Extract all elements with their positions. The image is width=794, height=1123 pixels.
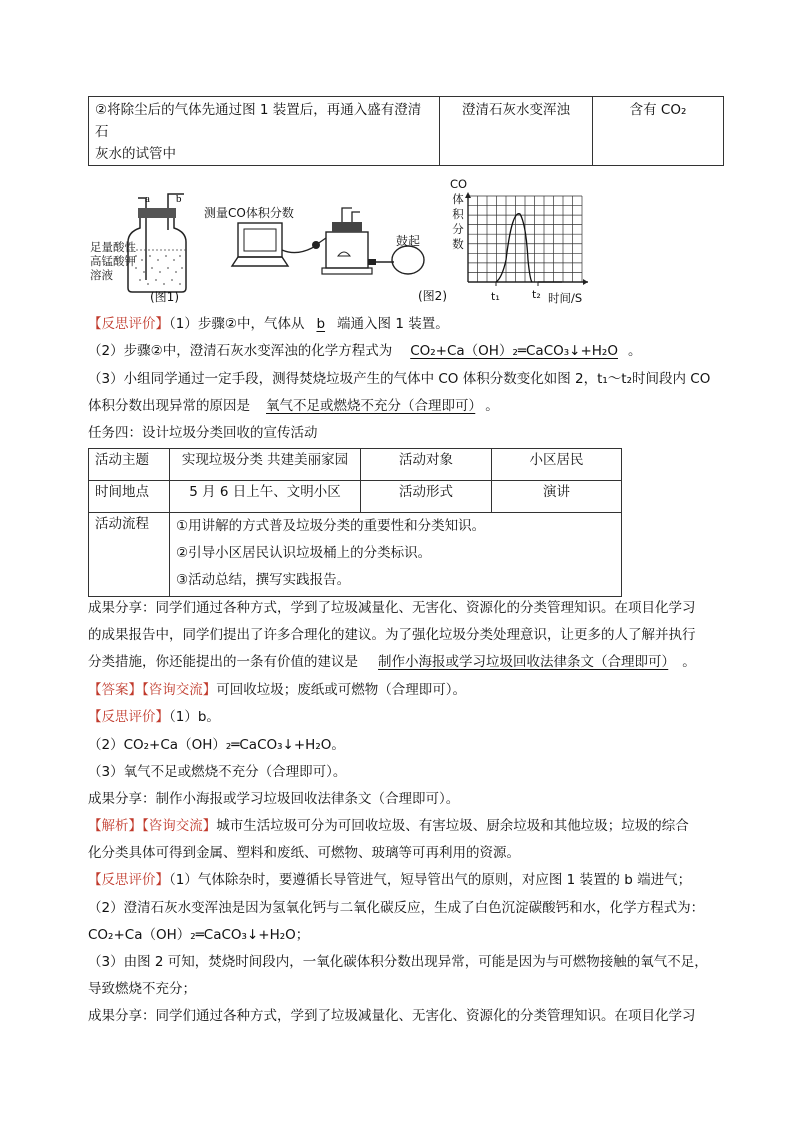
activity-time-place-label: 时间地点: [89, 481, 170, 513]
activity-form-value: 演讲: [492, 481, 622, 513]
fig2-ylabel-co: CO: [450, 177, 468, 191]
top-table-phenomenon: 澄清石灰水变浑浊: [440, 97, 593, 166]
analysis-line4: （2）澄清石灰水变浑浊是因为氢氧化钙与二氧化碳反应，生成了白色沉淀碳酸钙和水，化学方程式为：: [88, 900, 705, 916]
answer-reflection-2: （2）CO₂+Ca（OH）₂═CaCO₃↓+H₂O。: [88, 737, 345, 753]
analysis-line1: [88, 816, 689, 836]
top-table-conclusion: 含有 CO₂: [593, 97, 724, 166]
answer-line: [88, 680, 466, 700]
process-step-2: ②引导小区居民认识垃圾桶上的分类标识。: [176, 545, 432, 561]
top-table: [88, 96, 724, 166]
task-4-title: 任务四：设计垃圾分类回收的宣传活动: [88, 425, 318, 441]
activity-target-label: 活动对象: [361, 449, 492, 481]
fig1-label-b: b: [176, 193, 182, 205]
answer-text: 可回收垃圾；废纸或可燃物（合理即可）。: [216, 682, 466, 698]
share-line1: 成果分享：同学们通过各种方式，学到了垃圾减量化、无害化、资源化的分类管理知识。在项目化学习: [88, 600, 696, 616]
analysis-line3: [88, 870, 691, 890]
answer-reflection-1: [88, 707, 220, 727]
analysis-tag: 【解析】: [88, 818, 142, 834]
fig2-caption: (图2): [418, 289, 447, 303]
fig1-label-a: a: [145, 193, 150, 205]
fig2-ylabel-char1: 体: [452, 192, 464, 206]
top-table-cell-step: [89, 97, 440, 166]
activity-table: [88, 448, 622, 597]
share-text-end: 。: [682, 654, 696, 670]
figure-2-co-graph: [462, 190, 594, 290]
balloon-label: 鼓起: [396, 234, 421, 248]
fig2-t1-label: t₁: [491, 290, 500, 303]
q2-text-end: 。: [627, 343, 642, 359]
process-step-3: ③活动总结，撰写实践报告。: [176, 572, 351, 588]
fig1-desc-line1: 足量酸性: [90, 240, 136, 254]
activity-process-steps: [170, 513, 622, 597]
share-line2: 的成果报告中，同学们提出了许多合理化的建议。为了强化垃圾分类处理意识，让更多的人了解并执行: [88, 627, 696, 643]
activity-process-label: 活动流程: [89, 513, 170, 597]
question-3-line2: [88, 396, 499, 416]
analysis-consult-tag: 【咨询交流】: [142, 818, 217, 834]
fig2-x-axis-label: 时间/S: [548, 291, 583, 305]
fig1-description: [90, 240, 136, 282]
answer-reflection-3: （3）氧气不足或燃烧不充分（合理即可）。: [88, 764, 347, 780]
activity-target-value: 小区居民: [492, 449, 622, 481]
consult-tag: 【咨询交流】: [142, 682, 217, 698]
process-step-1: ①用讲解的方式普及垃圾分类的重要性和分类知识。: [176, 518, 486, 534]
analysis-text-1: 城市生活垃圾可分为可回收垃圾、有害垃圾、厨余垃圾和其他垃圾；垃圾的综合: [216, 818, 689, 834]
fig1-desc-line3: 溶液: [90, 268, 113, 282]
activity-theme-label: 活动主题: [89, 449, 170, 481]
q3-text: 体积分数出现异常的原因是: [88, 398, 250, 414]
fig1-caption: (图1): [150, 290, 179, 304]
fig2-ylabel-char4: 数: [452, 237, 464, 251]
share-line3: [88, 652, 696, 672]
answer-r1: （1）b。: [169, 709, 220, 725]
analysis-line7: 导致燃烧不充分；: [88, 981, 196, 997]
top-table-step-line2: 灰水的试管中: [95, 146, 176, 162]
fig2-ylabel-char3: 分: [452, 222, 464, 236]
activity-form-label: 活动形式: [361, 481, 492, 513]
top-table-step-line1: ②将除尘后的气体先通过图 1 装置后，再通入盛有澄清石: [95, 102, 422, 140]
q1-text-end: 端通入图 1 装置。: [337, 316, 449, 332]
reflection-tag: 【反思评价】: [88, 316, 169, 332]
q1-text-start: （1）步骤②中，气体从: [169, 316, 305, 332]
share-text: 分类措施，你还能提出的一条有价值的建议是: [88, 654, 358, 670]
fig1-desc-line2: 高锰酸钾: [90, 254, 136, 268]
activity-time-place-value: 5 月 6 日上午、文明小区: [170, 481, 361, 513]
answer-tag: 【答案】: [88, 682, 142, 698]
analysis-line5: CO₂+Ca（OH）₂═CaCO₃↓+H₂O；: [88, 927, 310, 943]
analysis-line8: 成果分享：同学们通过各种方式，学到了垃圾减量化、无害化、资源化的分类管理知识。在项目化学习: [88, 1008, 696, 1024]
activity-theme-value: 实现垃圾分类 共建美丽家园: [170, 449, 361, 481]
question-3-line1: （3）小组同学通过一定手段，测得焚烧垃圾产生的气体中 CO 体积分数变化如图 2，t₁～t₂时间段内 CO: [88, 371, 711, 387]
analysis-text-3: （1）气体除杂时，要遵循长导管进气，短导管出气的原则，对应图 1 装置的 b 端进气；: [169, 872, 692, 888]
answer-share: 成果分享：制作小海报或学习垃圾回收法律条文（合理即可）。: [88, 791, 460, 807]
fig2-t2-label: t₂: [532, 288, 541, 301]
question-2: [88, 341, 641, 361]
answer-reflection-tag: 【反思评价】: [88, 709, 169, 725]
q2-text-start: （2）步骤②中，澄清石灰水变浑浊的化学方程式为: [88, 343, 393, 359]
q2-answer-blank: CO₂+Ca（OH）₂═CaCO₃↓+H₂O: [410, 343, 618, 359]
analysis-line6: （3）由图 2 可知，焚烧时间段内，一氧化碳体积分数出现异常，可能是因为与可燃物接触的氧气不足，: [88, 954, 708, 970]
measure-co-label: 测量CO体积分数: [204, 206, 294, 220]
analysis-reflection-tag: 【反思评价】: [88, 872, 169, 888]
analysis-line2: 化分类具体可得到金属、塑料和废纸、可燃物、玻璃等可再利用的资源。: [88, 845, 520, 861]
question-1: [88, 314, 449, 334]
q3-text-end: 。: [485, 398, 499, 414]
q3-answer-blank: 氧气不足或燃烧不充分（合理即可）: [266, 398, 476, 414]
fig2-ylabel-char2: 积: [452, 207, 464, 221]
q1-answer-blank: b: [316, 316, 326, 332]
share-answer-blank: 制作小海报或学习垃圾回收法律条文（合理即可）: [378, 654, 669, 670]
